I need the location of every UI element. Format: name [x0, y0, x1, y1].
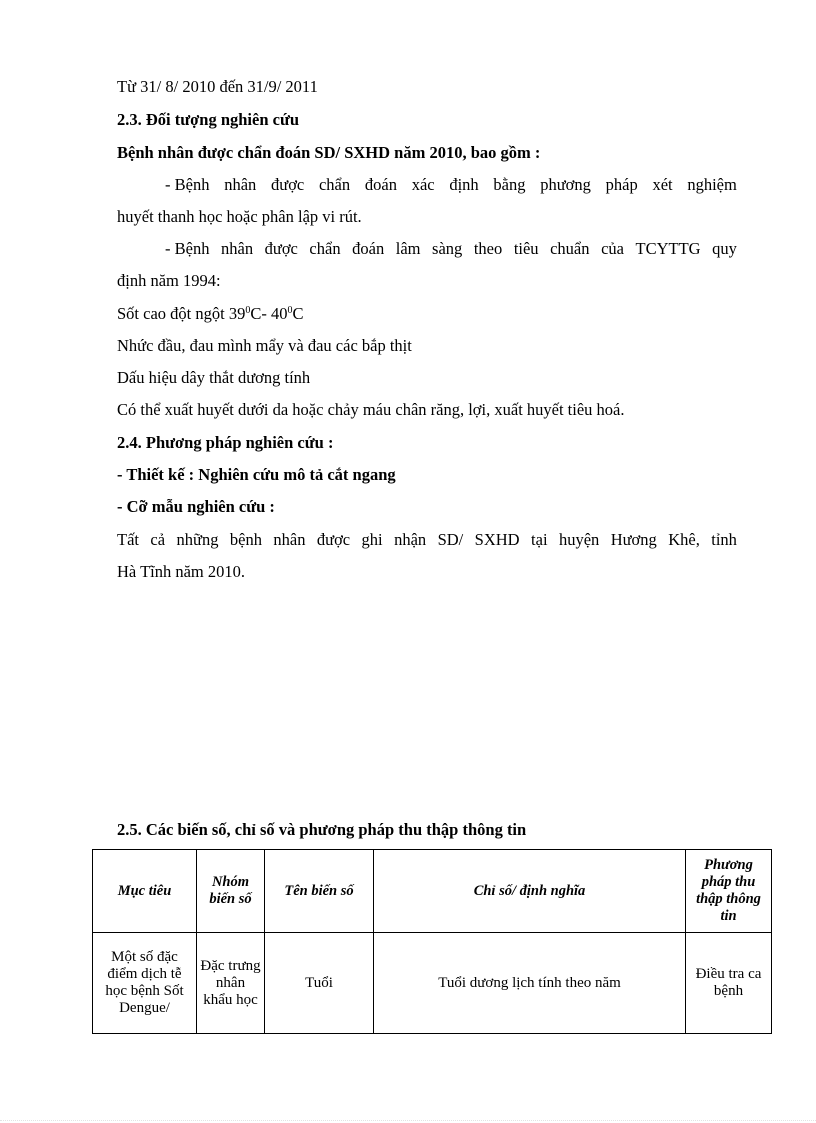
- degree-mark: 0: [245, 305, 251, 316]
- cell-indicator-definition: Tuổi dương lịch tính theo năm: [374, 933, 686, 1034]
- cell-variable-group: Đặc trưng nhân khẩu học: [197, 933, 265, 1034]
- bullet-1-continuation: huyết thanh học hoặc phân lập vi rút.: [117, 207, 362, 226]
- table-header-row: [93, 850, 772, 933]
- section-2-3-heading: 2.3. Đối tượng nghiên cứu: [117, 110, 300, 129]
- word: bệnh: [229, 530, 262, 549]
- word: Hương: [610, 530, 657, 549]
- sample-size-heading: - Cỡ mẫu nghiên cứu :: [117, 497, 275, 516]
- symptom-fever: [117, 304, 303, 324]
- word: SD/: [437, 530, 464, 549]
- word: định: [449, 175, 479, 194]
- word: - Bệnh: [165, 239, 210, 258]
- symptom-hemorrhage: Có thể xuất huyết dưới da hoặc chảy máu chân răng, lợi, xuất huyết tiêu hoá.: [117, 400, 625, 419]
- word: xét: [652, 175, 673, 194]
- variables-table: [92, 849, 772, 1034]
- page-bottom-divider: [0, 1120, 816, 1121]
- word: SXHD: [474, 530, 520, 549]
- word: được: [264, 239, 298, 258]
- word: pháp: [605, 175, 638, 194]
- word: nghiệm: [687, 175, 737, 194]
- word: ghi: [361, 530, 383, 549]
- header-variable-group: Nhóm biến số: [197, 850, 265, 933]
- word: cả: [150, 530, 166, 549]
- fever-text: Sốt cao đột ngột 39: [117, 304, 246, 323]
- word: huyện: [558, 530, 600, 549]
- word: lâm: [395, 239, 421, 258]
- cell-variable-name: Tuổi: [265, 933, 374, 1034]
- word: sàng: [432, 239, 463, 258]
- word: - Bệnh: [165, 175, 210, 194]
- section-2-5-heading: 2.5. Các biến số, chỉ số và phương pháp thu thập thông tin: [117, 820, 527, 839]
- word: bằng: [493, 175, 526, 194]
- word: chẩn: [318, 175, 351, 194]
- design-line: - Thiết kế : Nghiên cứu mô tả cắt ngang: [117, 465, 396, 484]
- section-2-4-heading: 2.4. Phương pháp nghiên cứu :: [117, 433, 334, 452]
- word: chẩn: [309, 239, 341, 258]
- fever-text: C: [292, 304, 304, 323]
- word: Khê,: [668, 530, 700, 549]
- word: được: [271, 175, 305, 194]
- word: chuẩn: [550, 239, 590, 258]
- bullet-1-line: [165, 175, 737, 195]
- symptom-tourniquet: Dấu hiệu dây thắt dương tính: [117, 368, 311, 387]
- section-2-3-subheading: Bệnh nhân được chẩn đoán SD/ SXHD năm 2010, bao gồm :: [117, 143, 541, 162]
- word: nhân: [224, 175, 257, 194]
- degree-mark: 0: [287, 305, 293, 316]
- header-objective: Mục tiêu: [93, 850, 197, 933]
- word: đoán: [352, 239, 385, 258]
- bullet-2-line: [165, 239, 737, 259]
- word: của: [601, 239, 624, 258]
- word: theo: [473, 239, 503, 258]
- header-collection-method: Phương pháp thu thập thông tin: [686, 850, 772, 933]
- bullet-2-continuation: định năm 1994:: [117, 271, 221, 290]
- word: nhân: [221, 239, 254, 258]
- word: tỉnh: [711, 530, 737, 549]
- cell-objective: Một số đặc điểm dịch tễ học bệnh Sốt Dengue/: [93, 933, 197, 1034]
- word: tiêu: [513, 239, 539, 258]
- word: đoán: [364, 175, 397, 194]
- cell-collection-method: Điều tra ca bệnh: [686, 933, 772, 1034]
- word: Tất: [117, 530, 139, 549]
- word: TCYTTG: [635, 239, 701, 258]
- sample-continuation: Hà Tĩnh năm 2010.: [117, 562, 246, 581]
- word: tại: [531, 530, 548, 549]
- word: những: [176, 530, 219, 549]
- fever-text: C- 40: [250, 304, 288, 323]
- word: nhận: [394, 530, 427, 549]
- word: phương: [540, 175, 591, 194]
- symptom-headache: Nhức đầu, đau mình mẩy và đau các bắp thịt: [117, 336, 412, 355]
- word: được: [316, 530, 351, 549]
- sample-line: [117, 530, 737, 550]
- word: quy: [712, 239, 737, 258]
- word: xác: [411, 175, 435, 194]
- table-row: [93, 933, 772, 1034]
- word: nhân: [273, 530, 306, 549]
- study-period-line: Từ 31/ 8/ 2010 đến 31/9/ 2011: [117, 77, 318, 96]
- header-variable-name: Tên biến số: [265, 850, 374, 933]
- header-indicator-definition: Chỉ số/ định nghĩa: [374, 850, 686, 933]
